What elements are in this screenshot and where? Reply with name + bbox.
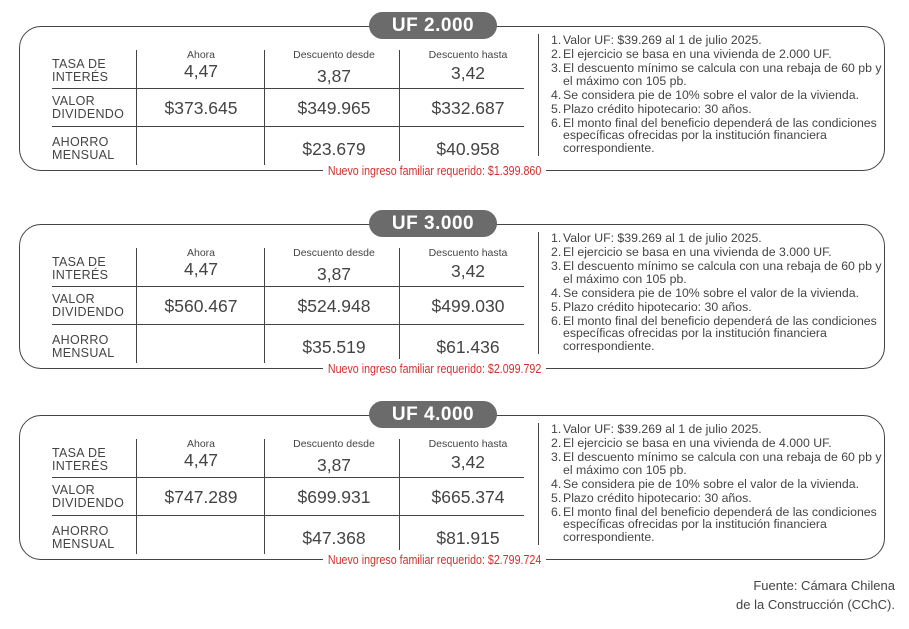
note-item	[551, 246, 883, 259]
note-number: 4.	[551, 476, 562, 491]
note-item	[551, 506, 883, 544]
row-label-line: TASA DE	[52, 446, 106, 460]
note-item	[551, 315, 883, 353]
note-text: El monto final del beneficio dependerá de las condiciones específicas ofrecidas por la institución financiera correspondiente.	[563, 313, 877, 353]
required-income: Nuevo ingreso familiar requerido: $2.099.792	[323, 359, 546, 379]
required-income: Nuevo ingreso familiar requerido: $1.399.860	[323, 161, 546, 181]
rate-hasta: 3,42	[450, 452, 486, 472]
note-item	[551, 287, 883, 300]
dividendo-ahora: $373.645	[164, 98, 238, 118]
dividendo-hasta: $665.374	[431, 487, 505, 507]
source-line-2: de la Construcción (CChC).	[736, 597, 895, 612]
ahorro-hasta: $61.436	[436, 337, 500, 357]
dividendo-desde: $699.931	[297, 487, 371, 507]
row-label-line: AHORRO	[52, 135, 109, 149]
row-label-line: DIVIDENDO	[52, 304, 125, 319]
note-number: 5.	[551, 490, 562, 505]
dividendo-desde: $524.948	[297, 296, 371, 316]
ahorro-desde: $35.519	[302, 337, 366, 357]
col-header-ahora: Ahora	[186, 49, 216, 61]
note-text: Se considera pie de 10% sobre el valor de la vivienda.	[563, 87, 859, 102]
note-item	[551, 437, 883, 450]
note-number: 1.	[551, 231, 562, 245]
row-label-line: DIVIDENDO	[52, 495, 125, 510]
row-label-tasa	[52, 256, 108, 281]
note-item	[551, 62, 883, 87]
rate-ahora: 4,47	[183, 450, 219, 470]
ahorro-hasta: $81.915	[436, 528, 500, 548]
row-label-tasa	[52, 58, 108, 83]
col-header-desde: Descuento desde	[293, 247, 375, 259]
scenario-card	[19, 15, 889, 178]
scenario-card	[19, 213, 889, 376]
table-row-divider	[52, 126, 524, 127]
row-label-line: INTERÉS	[52, 69, 109, 84]
rate-hasta: 3,42	[450, 261, 486, 281]
row-label-ahorro	[52, 136, 115, 161]
row-label-line: MENSUAL	[52, 536, 115, 551]
table-divider	[399, 248, 400, 363]
dividendo-ahora: $560.467	[164, 296, 238, 316]
source-line-1: Fuente: Cámara Chilena	[753, 578, 895, 593]
row-label-ahorro	[52, 334, 115, 359]
note-text: Plazo crédito hipotecario: 30 años.	[563, 299, 752, 314]
note-text: El ejercicio se basa en una vivienda de 3.000 UF.	[563, 245, 832, 259]
row-label-line: INTERÉS	[52, 458, 109, 473]
col-header-hasta: Descuento hasta	[428, 49, 508, 61]
note-item	[551, 89, 883, 102]
ahorro-desde: $47.368	[302, 528, 366, 548]
rate-desde: 3,87	[316, 66, 352, 86]
row-label-tasa	[52, 447, 108, 472]
note-number: 6.	[551, 504, 562, 519]
notes-list	[538, 34, 883, 156]
note-text: El ejercicio se basa en una vivienda de 2.000 UF.	[563, 47, 832, 61]
dividendo-ahora: $747.289	[164, 487, 238, 507]
note-item	[551, 48, 883, 61]
note-number: 3.	[551, 450, 562, 464]
scenario-title: UF 4.000	[369, 401, 497, 428]
note-number: 2.	[551, 436, 562, 450]
note-item	[551, 301, 883, 314]
row-label-line: TASA DE	[52, 57, 106, 71]
note-text: Plazo crédito hipotecario: 30 años.	[563, 101, 752, 116]
source-note	[736, 576, 895, 614]
note-text: Plazo crédito hipotecario: 30 años.	[563, 490, 752, 505]
col-header-desde: Descuento desde	[293, 438, 375, 450]
col-header-hasta: Descuento hasta	[428, 438, 508, 450]
scenario-title: UF 2.000	[369, 12, 497, 39]
rate-ahora: 4,47	[183, 61, 219, 81]
note-text: Se considera pie de 10% sobre el valor de la vivienda.	[563, 476, 859, 491]
note-number: 6.	[551, 313, 562, 328]
col-header-hasta: Descuento hasta	[428, 247, 508, 259]
note-number: 6.	[551, 115, 562, 130]
scenario-title: UF 3.000	[369, 210, 497, 237]
note-item	[551, 492, 883, 505]
note-number: 1.	[551, 33, 562, 47]
table-divider	[399, 50, 400, 165]
note-item	[551, 117, 883, 155]
note-number: 3.	[551, 61, 562, 75]
note-text: El descuento mínimo se calcula con una rebaja de 60 pb y el máximo con 105 pb.	[563, 450, 882, 477]
note-text: Valor UF: $39.269 al 1 de julio 2025.	[563, 231, 762, 245]
note-number: 3.	[551, 259, 562, 273]
required-income: Nuevo ingreso familiar requerido: $2.799.724	[323, 550, 546, 570]
note-item	[551, 423, 883, 436]
row-label-line: VALOR	[52, 94, 95, 108]
note-text: Se considera pie de 10% sobre el valor de la vivienda.	[563, 285, 859, 300]
note-number: 1.	[551, 422, 562, 436]
note-text: El monto final del beneficio dependerá de las condiciones específicas ofrecidas por la institución financiera correspondiente.	[563, 115, 877, 155]
row-label-line: VALOR	[52, 483, 95, 497]
table-row-divider	[52, 324, 524, 325]
rate-desde: 3,87	[316, 264, 352, 284]
dividendo-desde: $349.965	[297, 98, 371, 118]
note-number: 2.	[551, 245, 562, 259]
table-row-divider	[52, 477, 524, 478]
row-label-valor	[52, 484, 124, 509]
note-item	[551, 103, 883, 116]
table-row-divider	[52, 88, 524, 89]
row-label-line: AHORRO	[52, 524, 109, 538]
note-item	[551, 232, 883, 245]
note-text: Valor UF: $39.269 al 1 de julio 2025.	[563, 33, 762, 47]
row-label-line: INTERÉS	[52, 267, 109, 282]
row-label-line: AHORRO	[52, 333, 109, 347]
note-number: 4.	[551, 285, 562, 300]
dividendo-hasta: $499.030	[431, 296, 505, 316]
note-item	[551, 478, 883, 491]
rate-hasta: 3,42	[450, 63, 486, 83]
note-number: 2.	[551, 47, 562, 61]
note-text: El ejercicio se basa en una vivienda de 4.000 UF.	[563, 436, 832, 450]
note-text: El monto final del beneficio dependerá de las condiciones específicas ofrecidas por la institución financiera correspondiente.	[563, 504, 877, 544]
note-item	[551, 34, 883, 47]
note-item	[551, 451, 883, 476]
row-label-ahorro	[52, 525, 115, 550]
row-label-line: MENSUAL	[52, 147, 115, 162]
note-number: 5.	[551, 101, 562, 116]
notes-list	[538, 423, 883, 545]
ahorro-hasta: $40.958	[436, 139, 500, 159]
row-label-line: MENSUAL	[52, 345, 115, 360]
row-label-valor	[52, 293, 124, 318]
table-row-divider	[52, 515, 524, 516]
table-divider	[399, 439, 400, 554]
note-text: El descuento mínimo se calcula con una rebaja de 60 pb y el máximo con 105 pb.	[563, 259, 882, 286]
notes-list	[538, 232, 883, 354]
col-header-ahora: Ahora	[186, 438, 216, 450]
col-header-ahora: Ahora	[186, 247, 216, 259]
rate-desde: 3,87	[316, 455, 352, 475]
row-label-line: DIVIDENDO	[52, 106, 125, 121]
rate-ahora: 4,47	[183, 259, 219, 279]
note-text: El descuento mínimo se calcula con una rebaja de 60 pb y el máximo con 105 pb.	[563, 61, 882, 88]
note-item	[551, 260, 883, 285]
scenario-card	[19, 404, 889, 567]
row-label-line: TASA DE	[52, 255, 106, 269]
table-row-divider	[52, 286, 524, 287]
note-number: 4.	[551, 87, 562, 102]
col-header-desde: Descuento desde	[293, 49, 375, 61]
dividendo-hasta: $332.687	[431, 98, 505, 118]
row-label-valor	[52, 95, 124, 120]
note-text: Valor UF: $39.269 al 1 de julio 2025.	[563, 422, 762, 436]
note-number: 5.	[551, 299, 562, 314]
ahorro-desde: $23.679	[302, 139, 366, 159]
row-label-line: VALOR	[52, 292, 95, 306]
